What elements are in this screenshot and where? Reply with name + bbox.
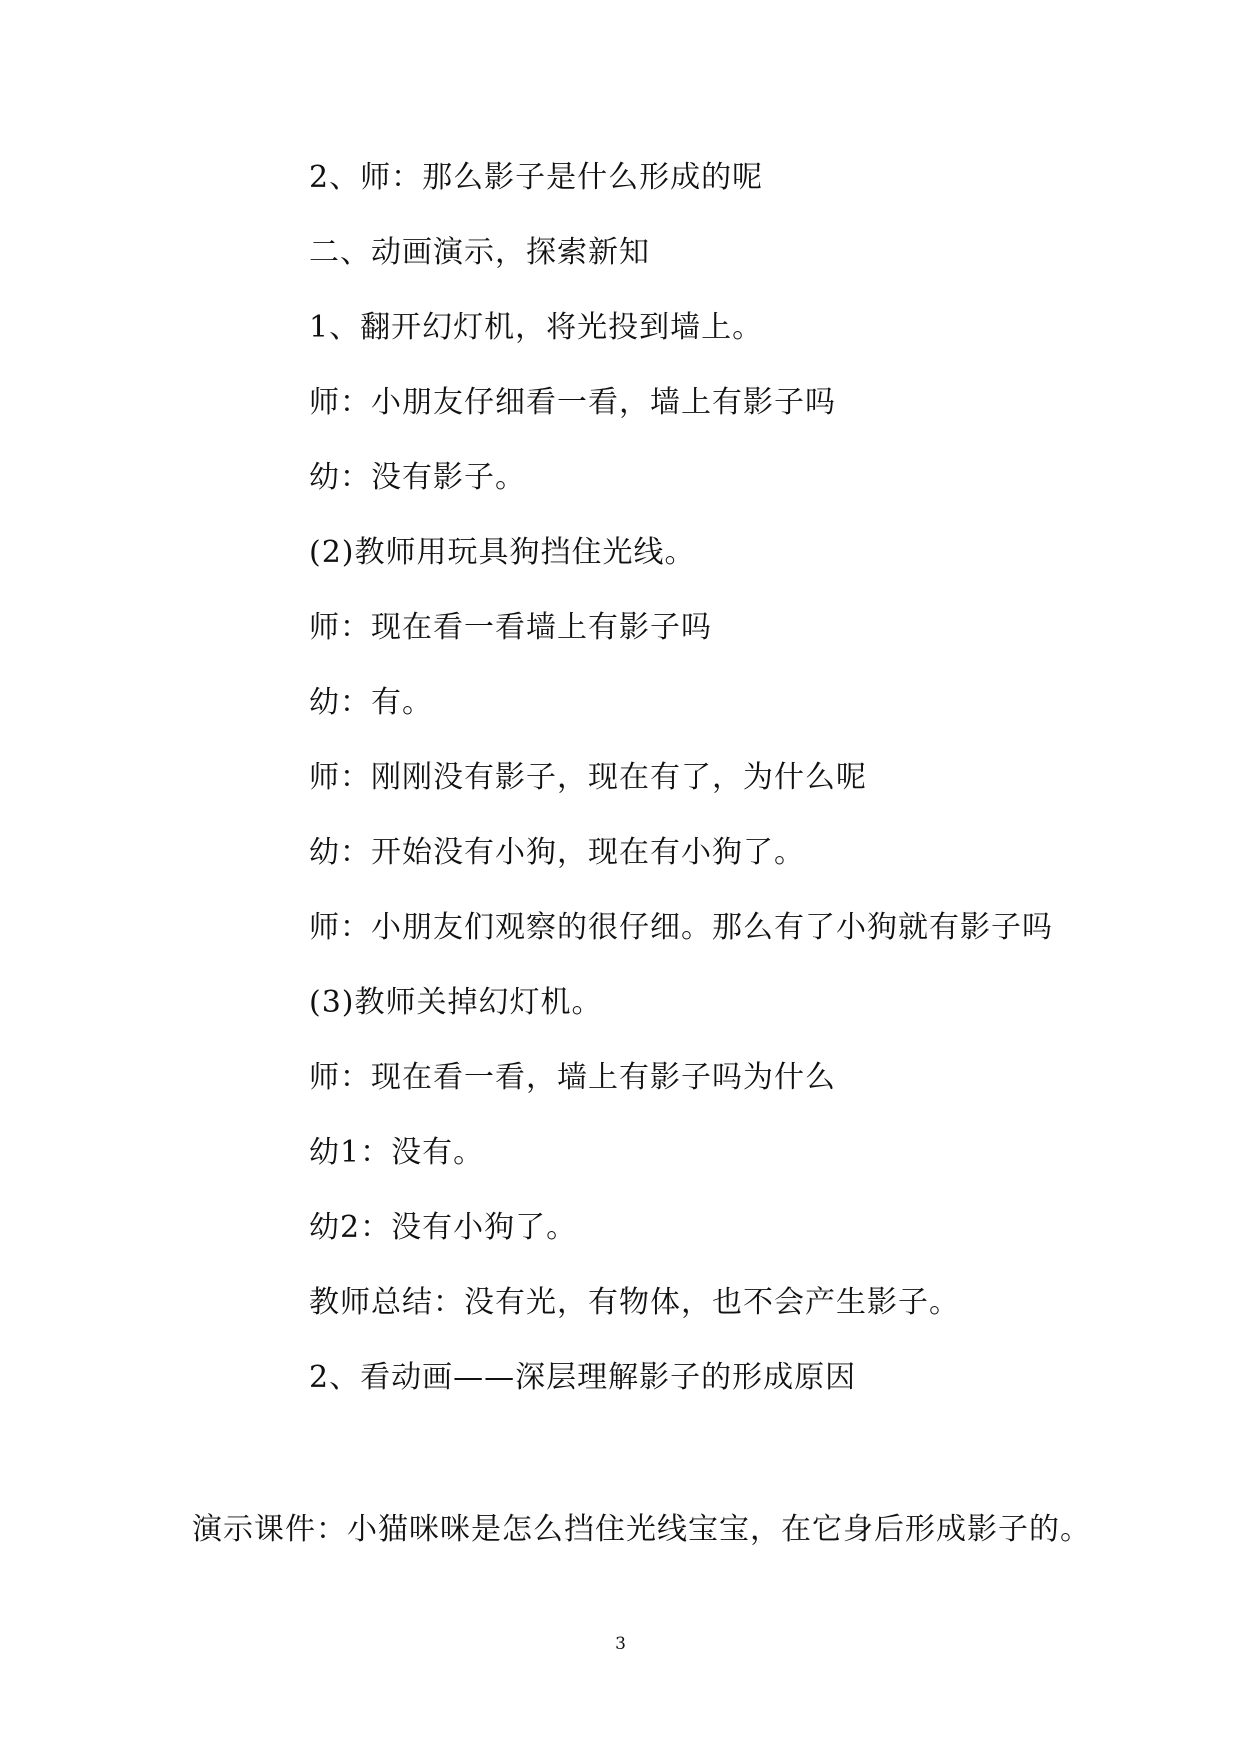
text-line: 幼1：没有。	[309, 1135, 485, 1170]
text-line: 师：现在看一看墙上有影子吗	[309, 610, 712, 645]
final-paragraph: 演示课件：小猫咪咪是怎么挡住光线宝宝，在它身后形成影子的。	[192, 1512, 1091, 1547]
text-line: 2、看动画——深层理解影子的形成原因	[309, 1360, 857, 1395]
text-line: 师：小朋友们观察的很仔细。那么有了小狗就有影子吗	[309, 910, 1053, 945]
text-line: 2、师：那么影子是什么形成的呢	[309, 160, 764, 195]
text-line: 教师总结：没有光，有物体，也不会产生影子。	[309, 1285, 960, 1320]
text-line: (3)教师关掉幻灯机。	[309, 985, 603, 1020]
text-line: 师：刚刚没有影子，现在有了，为什么呢	[309, 760, 867, 795]
text-line: 幼2：没有小狗了。	[309, 1210, 578, 1245]
text-line: 1、翻开幻灯机，将光投到墙上。	[309, 310, 764, 345]
text-line: 师：现在看一看，墙上有影子吗为什么	[309, 1060, 836, 1095]
text-line: 幼：开始没有小狗，现在有小狗了。	[309, 835, 805, 870]
text-line: 师：小朋友仔细看一看，墙上有影子吗	[309, 385, 836, 420]
text-line: 幼：有。	[309, 685, 433, 720]
text-line: (2)教师用玩具狗挡住光线。	[309, 535, 696, 570]
section-heading: 二、动画演示，探索新知	[309, 235, 650, 270]
text-line: 幼：没有影子。	[309, 460, 526, 495]
page-number: 3	[615, 1634, 626, 1654]
